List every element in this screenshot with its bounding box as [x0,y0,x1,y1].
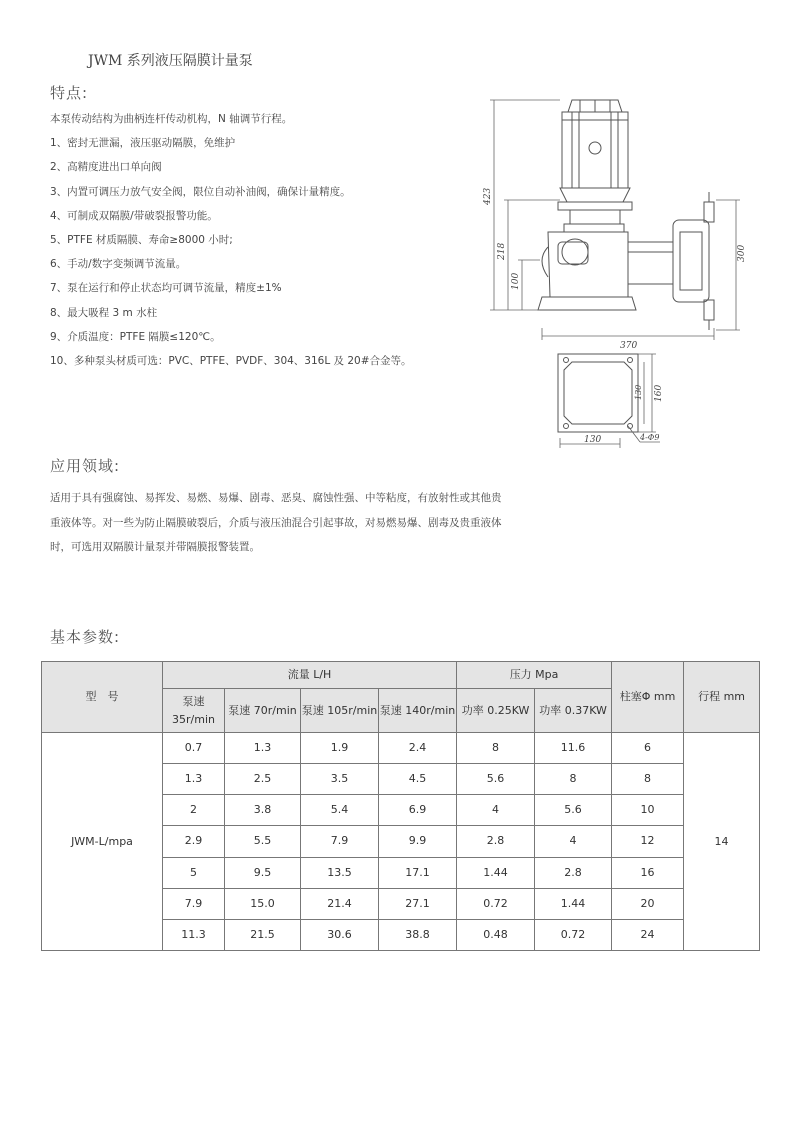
header-speed-140: 泵速 140r/min [379,689,457,733]
table-cell: 11.6 [535,733,612,764]
table-cell: 20 [612,888,684,919]
table-cell: 8 [612,764,684,795]
table-cell: 6.9 [379,795,457,826]
table-cell: 16 [612,857,684,888]
table-cell: 2.4 [379,733,457,764]
gearbox-body [548,232,628,297]
table-cell: 0.72 [457,888,535,919]
table-cell: 4.5 [379,764,457,795]
application-text: 适用于具有强腐蚀、易挥发、易燃、易爆、剧毒、恶臭、腐蚀性强、中等粘度，有放射性或其他贵重液体等。对一些为防止隔膜破裂后，介质与液压油混合引起事故，对易燃易爆、剧毒及贵重液体时，可选用双隔膜计量泵并带隔膜报警装置。 [50,492,502,553]
header-flow: 流量 L/H [163,662,457,689]
table-cell: 1.44 [535,888,612,919]
feature-item: 7、泵在运行和停止状态均可调节流量，精度±1% [50,282,282,295]
table-cell: 30.6 [301,919,379,950]
dim-160: 160 [654,384,664,402]
dim-130-vertical: 130 [634,384,643,400]
table-cell: 1.3 [163,764,225,795]
outlet-valve [704,202,714,222]
feature-item: 3、内置可调压力放气安全阀，限位自动补油阀，确保计量精度。 [50,185,351,198]
table-cell: 5.6 [457,764,535,795]
header-stroke: 行程 mm [684,662,760,733]
table-cell: 5.5 [225,826,301,857]
feature-item: 4、可制成双隔膜/带破裂报警功能。 [50,209,218,222]
dim-370: 370 [620,341,638,351]
table-cell: 5 [163,857,225,888]
table-cell: 0.48 [457,919,535,950]
table-cell: 1.9 [301,733,379,764]
table-cell: 5.6 [535,795,612,826]
table-cell: 9.5 [225,857,301,888]
table-cell: 38.8 [379,919,457,950]
motor-flange [560,188,630,202]
feature-item: 本泵传动结构为曲柄连杆传动机构，N 轴调节行程。 [50,113,293,125]
feature-item: 6、手动/数字变频调节流量。 [50,258,187,271]
table-cell: 10 [612,795,684,826]
table-cell: 1.44 [457,857,535,888]
table-cell: 17.1 [379,857,457,888]
table-cell: 0.72 [535,919,612,950]
table-cell: 7.9 [301,826,379,857]
table-cell: 2.8 [457,826,535,857]
feature-item: 8、最大吸程 3 m 水柱 [50,306,158,319]
model-cell: JWM-L/mpa [42,733,163,951]
features-list [50,111,470,377]
table-cell: 3.5 [301,764,379,795]
connecting-arm [628,242,673,284]
table-cell: 13.5 [301,857,379,888]
table-cell: 24 [612,919,684,950]
table-cell: 4 [535,826,612,857]
table-row [42,733,760,764]
table-cell: 8 [457,733,535,764]
base-plan-view [558,354,638,432]
dim-100: 100 [511,272,521,290]
header-plunger: 柱塞Φ mm [612,662,684,733]
dim-423: 423 [483,187,493,205]
stroke-cell: 14 [684,733,760,951]
table-cell: 7.9 [163,888,225,919]
table-cell: 21.5 [225,919,301,950]
table-cell: 5.4 [301,795,379,826]
header-speed-35: 泵速 35r/min [163,689,225,733]
table-cell: 9.9 [379,826,457,857]
table-cell: 6 [612,733,684,764]
dim-130-horizontal: 130 [584,435,602,445]
feature-item: 9、介质温度：PTFE 隔膜≤120℃。 [50,330,221,343]
dim-300: 300 [737,244,747,262]
document-title: JWM 系列液压隔膜计量泵 [88,53,253,69]
table-cell: 2.5 [225,764,301,795]
table-cell: 1.3 [225,733,301,764]
table-cell: 27.1 [379,888,457,919]
parameter-table [41,661,760,951]
header-model: 型 号 [42,662,163,733]
table-cell: 0.7 [163,733,225,764]
features-heading: 特点: [50,84,89,102]
dim-mounting-holes: 4-Φ9 [640,433,660,442]
feature-item: 5、PTFE 材质隔膜、寿命≥8000 小时; [50,233,233,246]
table-cell: 8 [535,764,612,795]
header-power-037: 功率 0.37KW [535,689,612,733]
table-cell: 2.8 [535,857,612,888]
table-cell: 2 [163,795,225,826]
pump-base [538,297,636,310]
header-speed-105: 泵速 105r/min [301,689,379,733]
table-cell: 15.0 [225,888,301,919]
feature-item: 2、高精度进出口单向阀 [50,161,162,174]
header-power-025: 功率 0.25KW [457,689,535,733]
table-cell: 21.4 [301,888,379,919]
params-heading: 基本参数: [50,628,121,646]
feature-item: 10、多种泵头材质可选：PVC、PTFE、PVDF、304、316L 及 20#合金等。 [50,354,412,367]
header-speed-70: 泵速 70r/min [225,689,301,733]
feature-item: 1、密封无泄漏，液压驱动隔膜，免维护 [50,137,236,150]
table-cell: 11.3 [163,919,225,950]
header-pressure: 压力 Mpa [457,662,612,689]
table-cell: 12 [612,826,684,857]
table-cell: 3.8 [225,795,301,826]
table-cell: 4 [457,795,535,826]
pump-technical-drawing [480,92,750,452]
dim-218: 218 [497,242,507,260]
table-cell: 2.9 [163,826,225,857]
inlet-valve [704,300,714,320]
application-heading: 应用领域: [50,457,121,475]
